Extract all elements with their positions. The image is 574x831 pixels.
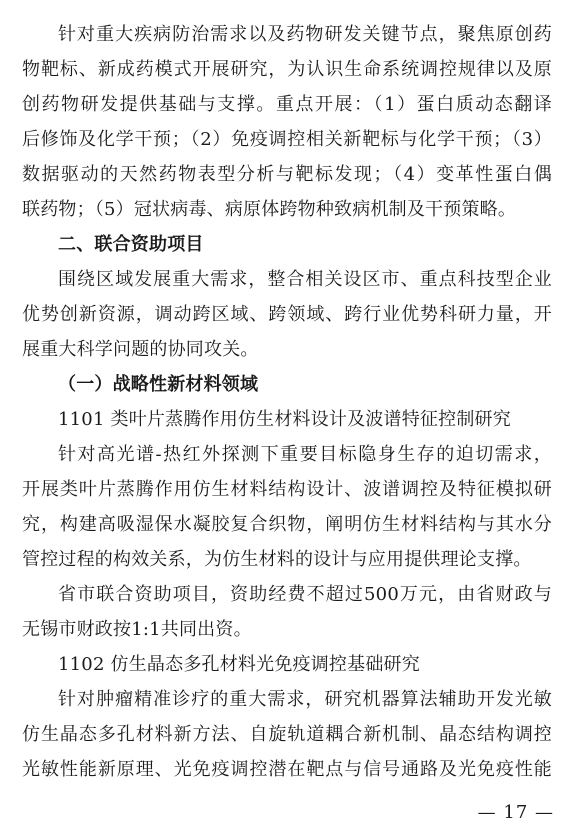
para-1-line-6: 联药物；（5）冠状病毒、病原体跨物种致病机制及干预策略。: [22, 199, 517, 220]
funding-note-line-1: 省市联合资助项目，资助经费不超过500万元，由省财政与: [58, 584, 552, 605]
para-1-line-3: 创药物研发提供基础与支撑。重点开展：（1）蛋白质动态翻译: [22, 94, 552, 115]
project-1102-title: 1102 仿生晶态多孔材料光免疫调控基础研究: [58, 654, 420, 675]
project-1101-title: 1101 类叶片蒸腾作用仿生材料设计及波谱特征控制研究: [58, 409, 511, 430]
subsection-heading: （一）战略性新材料领域: [58, 374, 259, 395]
para-1-line-5: 数据驱动的天然药物表型分析与靶标发现；（4）变革性蛋白偶: [22, 164, 552, 185]
para-3-line-3: 究，构建高吸湿保水凝胶复合织物，阐明仿生材料结构与其水分: [22, 514, 552, 535]
para-2-line-3: 展重大科学问题的协同攻关。: [22, 339, 259, 360]
para-2-line-1: 围绕区域发展重大需求，整合相关设区市、重点科技型企业: [58, 269, 552, 290]
para-2-line-2: 优势创新资源，调动跨区域、跨领域、跨行业优势科研力量，开: [22, 304, 552, 325]
para-1-line-1: 针对重大疾病防治需求以及药物研发关键节点，聚焦原创药: [58, 24, 552, 45]
para-3-line-1: 针对高光谱-热红外探测下重要目标隐身生存的迫切需求，: [58, 444, 552, 465]
page-number: — 17 —: [477, 802, 554, 823]
section-heading: 二、联合资助项目: [58, 234, 204, 255]
para-4-line-1: 针对肿瘤精准诊疗的重大需求，研究机器算法辅助开发光敏: [58, 689, 552, 710]
funding-note-line-2: 无锡市财政按1:1共同出资。: [22, 619, 252, 640]
para-3-line-2: 开展类叶片蒸腾作用仿生材料结构设计、波谱调控及特征模拟研: [22, 479, 552, 500]
para-4-line-2: 仿生晶态多孔材料新方法、自旋轨道耦合新机制、晶态结构调控: [22, 724, 552, 745]
para-1-line-4: 后修饰及化学干预；（2）免疫调控相关新靶标与化学干预；（3）: [22, 129, 552, 150]
para-3-line-4: 管控过程的构效关系，为仿生材料的设计与应用提供理论支撑。: [22, 549, 532, 570]
para-4-line-3: 光敏性能新原理、光免疫调控潜在靶点与信号通路及光免疫性能: [22, 759, 552, 780]
para-1-line-2: 物靶标、新成药模式开展研究，为认识生命系统调控规律以及原: [22, 59, 552, 80]
